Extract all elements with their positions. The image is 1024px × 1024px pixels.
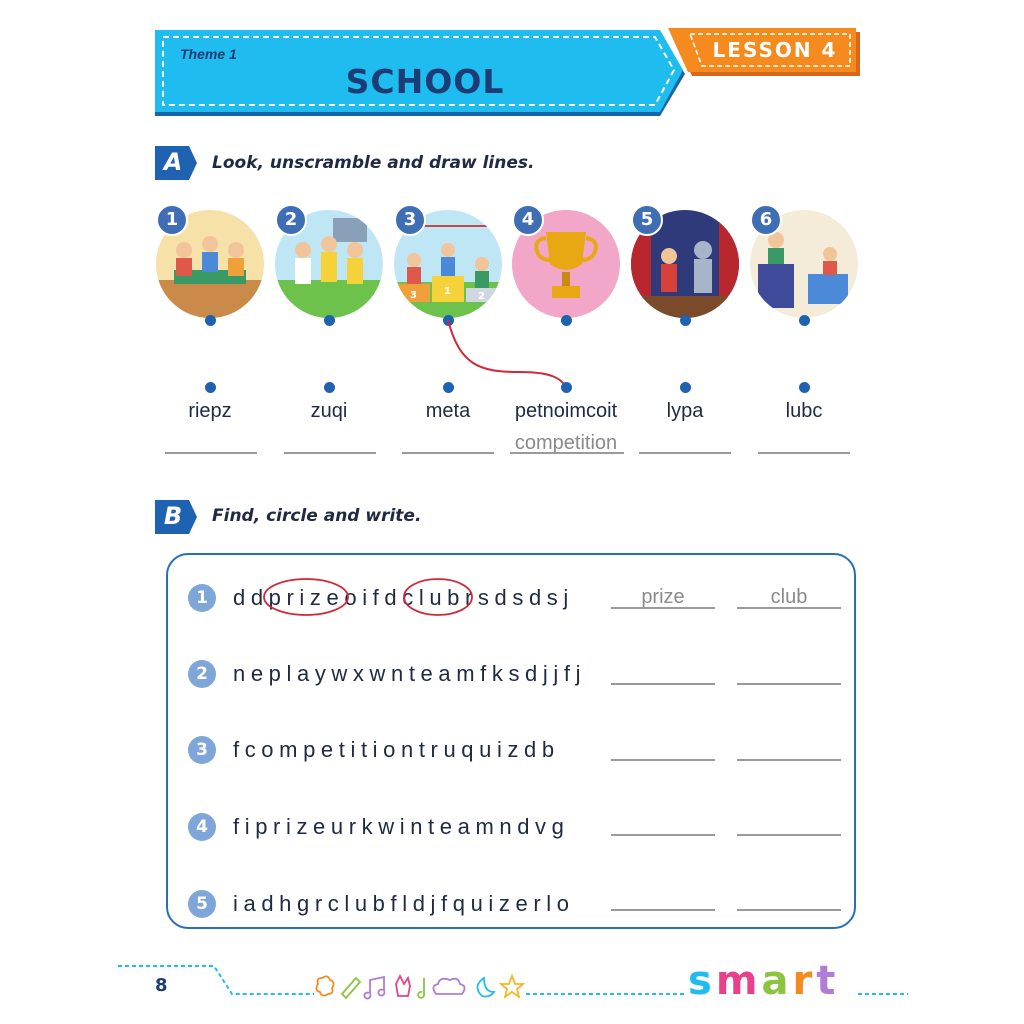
section-a-letter: A	[163, 148, 183, 176]
answer-text: prize	[641, 586, 685, 608]
scrambled-word: petnoimcoit	[514, 400, 618, 422]
picture-number: 2	[275, 204, 307, 236]
answer-line[interactable]	[611, 759, 715, 761]
row-number: 5	[188, 890, 216, 918]
word-dot[interactable]	[205, 382, 216, 393]
letter-string: iadhgrclubfldjfquizerlo	[233, 891, 575, 916]
scrambled-word: meta	[425, 400, 471, 422]
answer-line[interactable]	[402, 452, 494, 455]
picture-number: 6	[750, 204, 782, 236]
footer-icons	[312, 972, 526, 1000]
picture-number: 3	[394, 204, 426, 236]
picture-dot[interactable]	[205, 315, 216, 326]
answer-line[interactable]	[758, 452, 850, 455]
picture-number: 1	[156, 204, 188, 236]
answer-line[interactable]	[737, 683, 841, 685]
answer-line[interactable]	[284, 452, 376, 455]
scrambled-word: zuqi	[310, 400, 348, 422]
flower-icon	[316, 976, 333, 995]
section-b-letter: B	[163, 502, 183, 530]
row-number: 4	[188, 813, 216, 841]
circled-word: club	[402, 585, 465, 610]
row-number: 2	[188, 660, 216, 688]
row-number: 1	[188, 584, 216, 612]
answer-text: competition	[514, 432, 618, 454]
answer-line[interactable]	[611, 909, 715, 911]
answer-line[interactable]	[165, 452, 257, 455]
page-number: 8	[155, 975, 168, 996]
answer-line[interactable]	[611, 683, 715, 685]
note-icon	[418, 978, 424, 998]
letter-string: ddprizeoifdclubrsdsdsj	[233, 585, 574, 610]
answer-line[interactable]	[611, 607, 715, 609]
circled-word: prize	[268, 585, 345, 610]
answer-text: club	[770, 586, 808, 608]
podium-number-1: 1	[444, 286, 451, 297]
page-title: SCHOOL	[345, 62, 505, 101]
picture-dot[interactable]	[324, 315, 335, 326]
letter-string: fcompetitiontruquizdb	[233, 737, 560, 762]
answer-line[interactable]	[737, 834, 841, 836]
scrambled-word: riepz	[188, 400, 232, 422]
picture-number: 5	[631, 204, 663, 236]
answer-line[interactable]	[737, 759, 841, 761]
scrambled-word: lypa	[666, 400, 704, 422]
podium-number-2: 2	[478, 291, 485, 302]
word-dot[interactable]	[324, 382, 335, 393]
answer-line[interactable]	[737, 607, 841, 609]
answer-line[interactable]	[611, 834, 715, 836]
hand-icon	[396, 976, 410, 996]
music-note-icon	[364, 977, 384, 999]
answer-line[interactable]	[737, 909, 841, 911]
picture-dot[interactable]	[799, 315, 810, 326]
section-a-instruction: Look, unscramble and draw lines.	[212, 153, 535, 173]
scrambled-word: lubc	[785, 400, 823, 422]
moon-icon	[477, 978, 494, 997]
brand-logo: smart	[688, 958, 840, 1004]
star-icon	[501, 976, 523, 997]
word-dot[interactable]	[799, 382, 810, 393]
theme-label: Theme 1	[180, 46, 237, 62]
circle-mark	[262, 576, 352, 618]
picture-dot[interactable]	[680, 315, 691, 326]
letter-string: neplaywxwnteamfksdjjfj	[233, 661, 587, 686]
answer-line[interactable]	[510, 452, 624, 455]
letter-string: fiprizeurkwinteamndvg	[233, 814, 570, 839]
cloud-icon	[433, 979, 464, 994]
word-dot[interactable]	[680, 382, 691, 393]
section-b-instruction: Find, circle and write.	[212, 506, 422, 526]
pencil-icon	[342, 978, 360, 998]
circle-mark	[402, 576, 474, 618]
word-dot[interactable]	[443, 382, 454, 393]
answer-line[interactable]	[639, 452, 731, 455]
match-line	[440, 316, 580, 396]
picture-number: 4	[512, 204, 544, 236]
row-number: 3	[188, 736, 216, 764]
word-dot[interactable]	[561, 382, 572, 393]
podium-number-3: 3	[410, 290, 417, 301]
lesson-label: LESSON 4	[712, 38, 838, 62]
